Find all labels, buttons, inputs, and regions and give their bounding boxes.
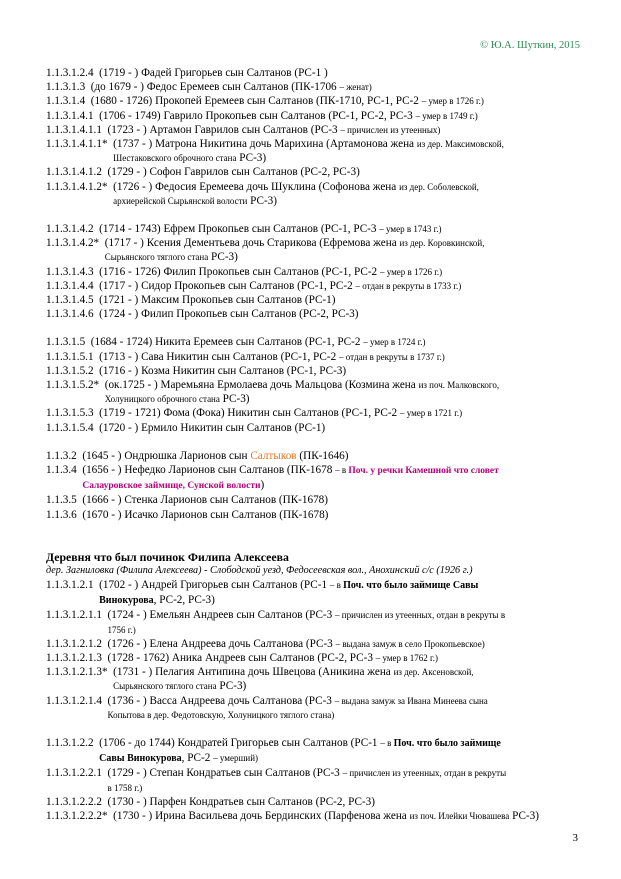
entry-text: (1724 - ) Емельян Андреев сын Салтанов (РС-3 – причислен из утеенных, отдан в рекруты в 1756 г.): [107, 609, 506, 635]
entry: [46, 137, 591, 165]
entry-text: (1717 - ) Сидор Прокопьев сын Салтанов (РС-1, РС-2 – отдан в рекруты в 1733 г.): [99, 279, 462, 292]
entry: [46, 265, 591, 279]
entry-code: 1.1.3.1.4: [46, 95, 86, 108]
entry-code: 1.1.3.1.5.3: [46, 407, 94, 420]
entry-code: 1.1.3.1.2.2: [46, 736, 94, 749]
entry-text: (1716 - ) Козма Никитин сын Салтанов (РС-1, РС-3): [99, 364, 347, 377]
entry-text: (1717 - ) Ксения Дементьева дочь Старикова (Ефремова жена из дер. Коровкинской, Сырьянского тяглого стана РС-3): [104, 237, 485, 264]
entry-text: (1726 - ) Федосия Еремеева дочь Шуклина (Софонова жена из дер. Соболевской, архиерейской Сырьянской волости РС-3): [113, 180, 479, 207]
entry-code: 1.1.3.4: [46, 464, 77, 477]
entry-code: 1.1.3.1.4.3: [46, 265, 94, 278]
entry-text: (1706 - 1749) Гаврило Прокопьев сын Салтанов (РС-1, РС-2, РС-3 – умер в 1749 г.): [99, 109, 478, 122]
page-number: 3: [572, 832, 578, 844]
entry: [46, 508, 591, 522]
entry-text: (1730 - ) Парфен Кондратьев сын Салтанов (РС-2, РС-3): [107, 795, 375, 808]
entry: [46, 694, 591, 722]
entry-code: 1.1.3.1.5: [46, 336, 86, 349]
entry-text: (1680 - 1726) Прокопей Еремеев сын Салтанов (ПК-1710, РС-1, РС-2 – умер в 1726 г.): [90, 95, 484, 108]
entry-text: (1730 - ) Ирина Васильева дочь Бердинских (Парфенова жена из поч. Илейки Чювашева РС-3): [113, 809, 539, 822]
entry-code: 1.1.3.5: [46, 494, 77, 507]
entry-text: (до 1679 - ) Федос Еремеев сын Салтанов (ПК-1706 – женат): [90, 81, 372, 94]
entry: [46, 293, 591, 307]
entry: [46, 493, 591, 507]
entry-text: (1731 - ) Пелагия Антипина дочь Швецова (Аникина жена из дер. Аксеновской, Сырьянского тяглого стана РС-3): [113, 666, 474, 693]
entry: [46, 665, 591, 693]
entry-text: (1729 - ) Софон Гаврилов сын Салтанов (РС-2, РС-3): [107, 166, 360, 179]
entry-text: (1726 - ) Елена Андреева дочь Салтанова (РС-3 – выдана замуж в село Прокопьевское): [107, 637, 485, 650]
entry-group-1: [46, 66, 591, 208]
entry: [46, 123, 591, 137]
entry-code: 1.1.3.1.2.2.1: [46, 767, 102, 780]
entry-code: 1.1.3.1.4.5: [46, 294, 94, 307]
entry-code: 1.1.3.1.4.1: [46, 109, 94, 122]
entry-group-2: [46, 222, 591, 321]
entry-code: 1.1.3.1.2.2.2*: [46, 809, 108, 822]
entry-code: 1.1.3.2: [46, 449, 77, 462]
entry-text: (1656 - ) Нефедко Ларионов сын Салтанов (ПК-1678 – в Поч. у речки Камешной что словет Салауровское займище, Сунской волости): [82, 464, 499, 492]
entry-text: (1684 - 1724) Никита Еремеев сын Салтанов (РС-1, РС-2 – умер в 1724 г.): [90, 336, 426, 349]
entry-code: 1.1.3.1.2.2.2: [46, 795, 102, 808]
entry: [46, 406, 591, 420]
entry-code: 1.1.3.1.4.6: [46, 308, 94, 321]
entry: [46, 350, 591, 364]
surname-highlight: Салтыков: [250, 449, 297, 462]
entry-text: (1706 - до 1744) Кондратей Григорьев сын Салтанов (РС-1 – в Поч. что было займище Савы Винокурова, РС-2 – умерший): [99, 736, 501, 765]
entry-group-4: [46, 449, 591, 522]
entry: [46, 578, 591, 608]
entry: [46, 637, 591, 651]
genealogy-content: [46, 66, 591, 823]
entry-code: 1.1.3.1.5.2: [46, 364, 94, 377]
entry: [46, 766, 591, 794]
entry-code: 1.1.3.1.4.2*: [46, 237, 100, 250]
entry-code: 1.1.3.1.5.4: [46, 421, 94, 434]
entry: [46, 180, 591, 208]
entry: [46, 80, 591, 94]
entry-code: 1.1.3.1.4.4: [46, 279, 94, 292]
entry: [46, 165, 591, 179]
entry-text: (1716 - 1726) Филип Прокопьев сын Салтанов (РС-1, РС-2 – умер в 1726 г.): [99, 265, 443, 278]
entry: [46, 463, 591, 493]
entry-text: (1714 - 1743) Ефрем Прокопьев сын Салтанов (РС-1, РС-3 – умер в 1743 г.): [99, 223, 442, 236]
place-highlight: Салауровское займище, Сунской волости: [82, 481, 261, 492]
entry-text: (1720 - ) Ермило Никитин сын Салтанов (РС-1): [99, 421, 326, 434]
entry-group-6: [46, 736, 591, 823]
entry-text: (1645 - ) Ондрюшка Ларионов сын Салтыков (ПК-1646): [82, 449, 349, 462]
entry-code: 1.1.3.1.2.1.2: [46, 637, 102, 650]
entry-text: (1702 - ) Андрей Григорьев сын Салтанов (РС-1 – в Поч. что было займище Савы Винокурова, РС-2, РС-3): [99, 578, 479, 607]
entry-group-3: [46, 335, 591, 434]
entry-code: 1.1.3.1.3: [46, 81, 86, 94]
entry-text: (1728 - 1762) Аника Андреев сын Салтанов (РС-2, РС-3 – умер в 1762 г.): [107, 651, 438, 664]
entry: [46, 809, 591, 823]
entry-text: (1719 - 1721) Фома (Фока) Никитин сын Салтанов (РС-1, РС-2 – умер в 1721 г.): [99, 407, 463, 420]
entry: [46, 335, 591, 349]
entry-text: (1670 - ) Исачко Ларионов сын Салтанов (ПК-1678): [82, 508, 329, 521]
entry: [46, 222, 591, 236]
entry-group-5: [46, 578, 591, 722]
entry: [46, 109, 591, 123]
entry: [46, 378, 591, 406]
entry-text: (ок.1725 - ) Маремьяна Ермолаева дочь Мальцова (Козмина жена из поч. Малковского, Холуницкого оброчного стана РС-3): [104, 379, 500, 406]
entry-code: 1.1.3.1.2.1.1: [46, 609, 102, 622]
entry-code: 1.1.3.1.5.1: [46, 350, 94, 363]
entry: [46, 364, 591, 378]
place-highlight: Поч. у речки Камешной что словет: [348, 466, 499, 477]
copyright-notice: © Ю.А. Шуткин, 2015: [480, 40, 580, 51]
entry-text: (1713 - ) Сава Никитин сын Салтанов (РС-1, РС-2 – отдан в рекруты в 1737 г.): [99, 350, 445, 363]
entry: [46, 736, 591, 766]
entry: [46, 608, 591, 636]
entry: [46, 94, 591, 108]
entry-text: (1721 - ) Максим Прокопьев сын Салтанов (РС-1): [99, 294, 336, 307]
entry-code: 1.1.3.1.2.1.3: [46, 651, 102, 664]
entry-code: 1.1.3.1.4.1.1: [46, 123, 102, 136]
entry-code: 1.1.3.1.2.1.4: [46, 694, 102, 707]
entry-code: 1.1.3.6: [46, 508, 77, 521]
entry: [46, 279, 591, 293]
entry-code: 1.1.3.1.2.1: [46, 578, 94, 591]
entry-text: (1719 - ) Фадей Григорьев сын Салтанов (РС-1 ): [99, 67, 328, 79]
entry-text: (1736 - ) Васса Андреева дочь Салтанова (РС-3 – выдана замуж за Ивана Минеева сына Копытова в дер. Федотовскую, Холуницкого тяглого стана): [107, 694, 488, 720]
entry-code: 1.1.3.1.4.2: [46, 223, 94, 236]
entry: [46, 236, 591, 264]
entry-text: (1737 - ) Матрона Никитина дочь Марихина (Артамонова жена из дер. Максимовской, Шестаковского оброчного стана РС-3): [113, 138, 504, 165]
entry: [46, 66, 591, 80]
entry-code: 1.1.3.1.2.1.3*: [46, 666, 108, 679]
entry-text: (1666 - ) Стенка Ларионов сын Салтанов (ПК-1678): [82, 494, 329, 507]
entry: [46, 795, 591, 809]
entry-text: (1724 - ) Филип Прокопьев сын Салтанов (РС-2, РС-3): [99, 308, 359, 321]
entry-code: 1.1.3.1.4.1.2*: [46, 180, 108, 193]
entry-text: (1729 - ) Степан Кондратьев сын Салтанов (РС-3 – причислен из утеенных, отдан в рекруты в 1758 г.): [107, 767, 507, 793]
entry: [46, 421, 591, 435]
entry: [46, 651, 591, 665]
entry: [46, 307, 591, 321]
entry-code: 1.1.3.1.4.1.1*: [46, 138, 108, 151]
section-title: Деревня что был починок Филипа Алексеева: [46, 549, 289, 564]
entry: [46, 449, 591, 463]
entry-text: (1723 - ) Артамон Гаврилов сын Салтанов (РС-3 – причислен из утеенных): [107, 123, 441, 136]
section-subtitle: дер. Загниловка (Филипа Алексеева) - Слободской уезд, Федосеевская вол., Анохинский с/с (1926 г.): [46, 564, 473, 576]
entry-code: 1.1.3.1.5.2*: [46, 379, 100, 392]
entry-code: 1.1.3.1.4.1.2: [46, 166, 102, 179]
entry-code: 1.1.3.1.2.4: [46, 67, 94, 79]
